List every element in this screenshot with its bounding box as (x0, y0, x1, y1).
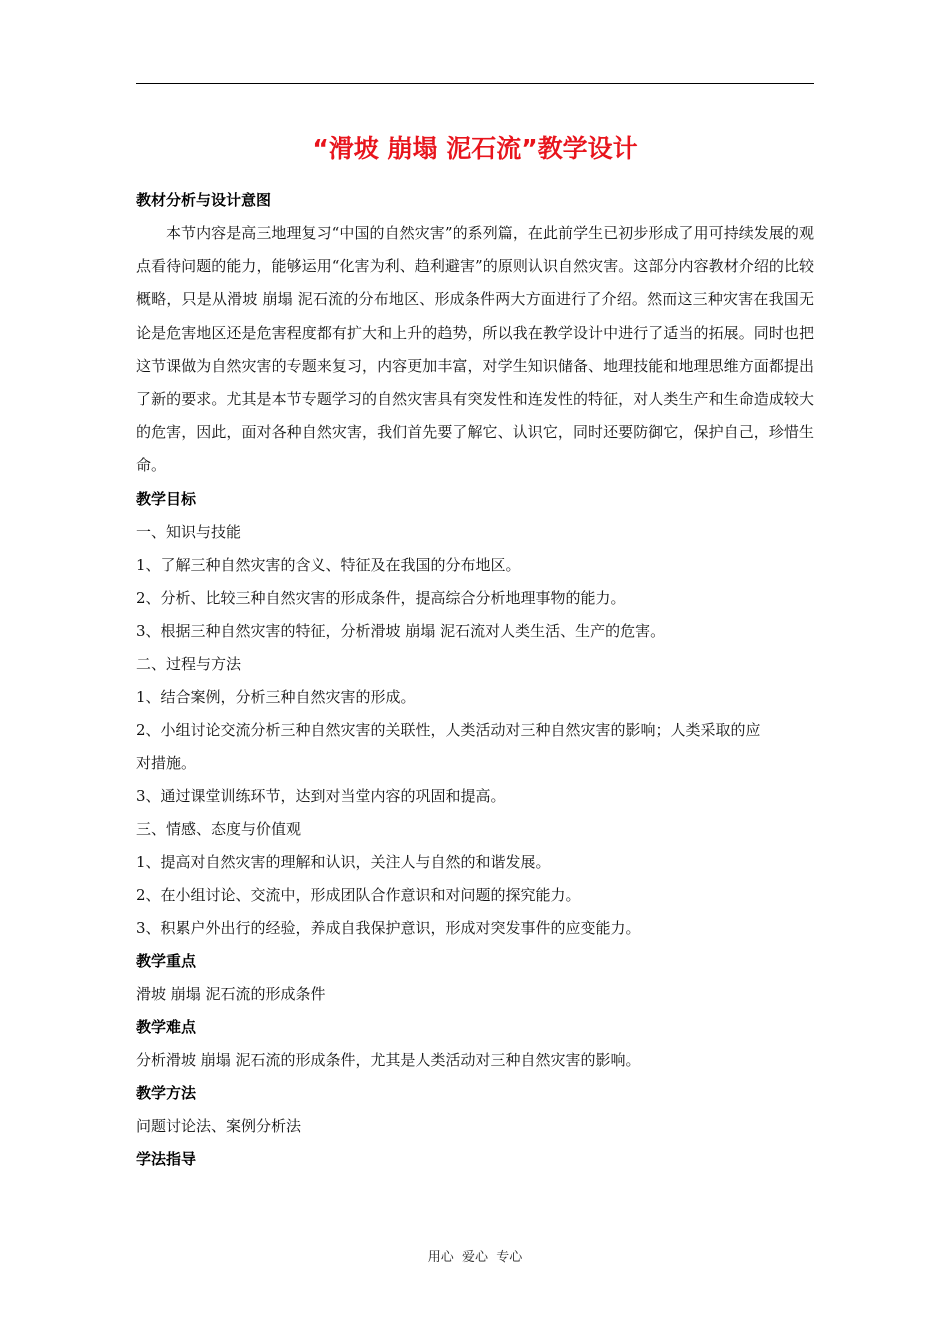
key-points-text: 滑坡 崩塌 泥石流的形成条件 (136, 984, 326, 1003)
list-item: 3、通过课堂训练环节，达到对当堂内容的巩固和提高。 (136, 786, 506, 805)
header-rule (136, 83, 814, 84)
subsection-title-knowledge: 一、知识与技能 (136, 522, 242, 541)
subsection-title-process: 二、过程与方法 (136, 654, 242, 673)
list-item: 1、了解三种自然灾害的含义、特征及在我国的分布地区。 (136, 555, 521, 574)
list-item: 3、根据三种自然灾害的特征，分析滑坡 崩塌 泥石流对人类生活、生产的危害。 (136, 621, 666, 640)
list-item: 1、结合案例，分析三种自然灾害的形成。 (136, 687, 416, 706)
section-heading-difficulties: 教学难点 (136, 1017, 197, 1036)
list-item: 2、分析、比较三种自然灾害的形成条件，提高综合分析地理事物的能力。 (136, 588, 626, 607)
list-item: 2、小组讨论交流分析三种自然灾害的关联性，人类活动对三种自然灾害的影响；人类采取的应 (136, 720, 761, 739)
subsection-title-emotion: 三、情感、态度与价值观 (136, 819, 302, 838)
document-body (136, 184, 814, 1176)
page-footer: 用心 爱心 专心 (427, 1250, 523, 1265)
section-heading-analysis: 教材分析与设计意图 (136, 191, 272, 209)
document-title: “滑坡 崩塌 泥石流”教学设计 (312, 134, 638, 163)
list-item: 对措施。 (136, 753, 197, 772)
list-item: 2、在小组讨论、交流中，形成团队合作意识和对问题的探究能力。 (136, 885, 581, 904)
difficulties-text: 分析滑坡 崩塌 泥石流的形成条件，尤其是人类活动对三种自然灾害的影响。 (136, 1050, 641, 1069)
analysis-paragraph: 本节内容是高三地理复习“中国的自然灾害”的系列篇，在此前学生已初步形成了用可持续发展的观点看待问题的能力，能够运用“化害为利、趋利避害”的原则认识自然灾害。这部分内容教材介绍的比较概略，只是从滑坡 崩塌 泥石流的分布地区、形成条件两大方面进行了介绍。然而这三种灾害在我国无论是危害地区还是危害程度都有扩大和上升的趋势，所以我在教学设计中进行了适当的拓展。同时也把这节课做为自然灾害的专题来复习，内容更加丰富，对学生知识储备、地理技能和地理思维方面都提出了新的要求。尤其是本节专题学习的自然灾害具有突发性和连发性的特征，对人类生产和生命造成较大的危害，因此，面对各种自然灾害，我们首先要了解它、认识它，同时还要防御它，保护自己，珍惜生命。 (136, 224, 814, 475)
section-heading-key-points: 教学重点 (136, 951, 197, 970)
list-item: 1、提高对自然灾害的理解和认识，关注人与自然的和谐发展。 (136, 852, 551, 871)
section-heading-study-guide: 学法指导 (136, 1149, 197, 1168)
section-heading-methods: 教学方法 (136, 1083, 197, 1102)
list-item: 3、积累户外出行的经验，养成自我保护意识，形成对突发事件的应变能力。 (136, 918, 641, 937)
methods-text: 问题讨论法、案例分析法 (136, 1116, 302, 1135)
section-heading-objectives: 教学目标 (136, 489, 197, 508)
